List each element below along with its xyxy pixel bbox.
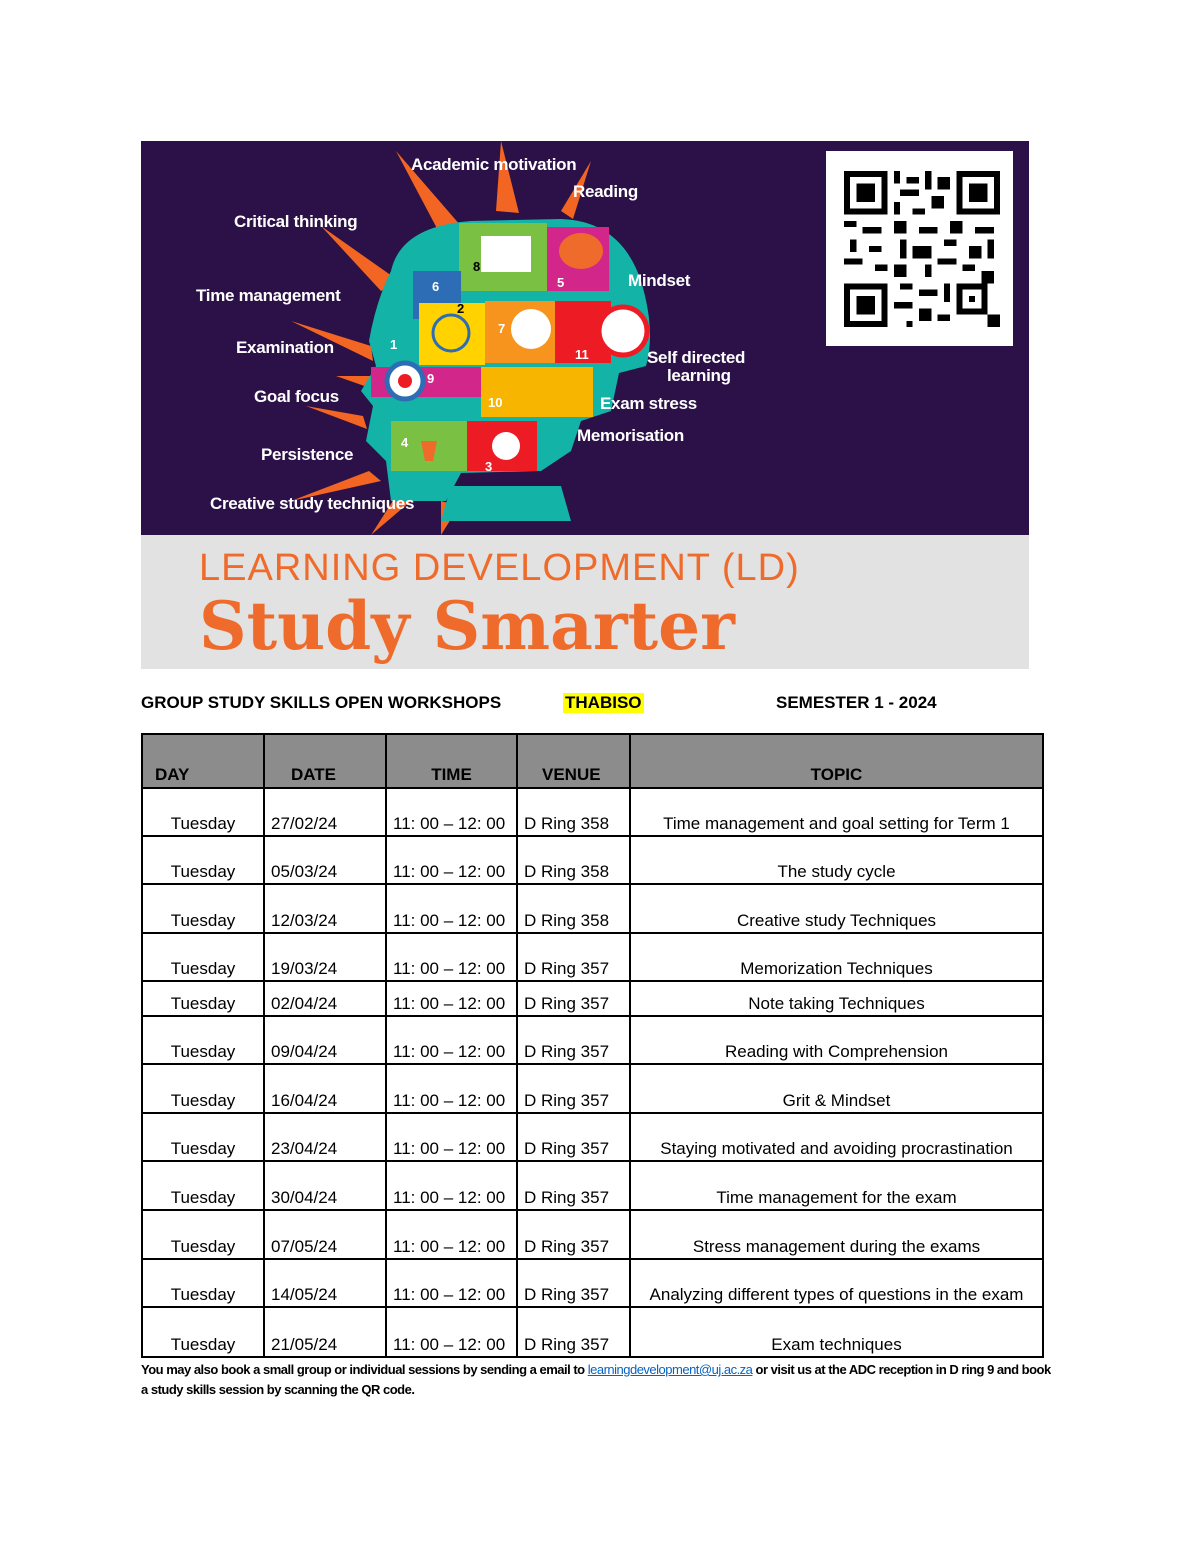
banner-title: LEARNING DEVELOPMENT (LD): [199, 547, 800, 589]
puzzle-number-3: 3: [485, 459, 493, 474]
puzzle-number-6: 6: [432, 279, 440, 294]
cell-day: Tuesday: [142, 836, 264, 884]
cell-venue: D Ring 357: [517, 1259, 630, 1307]
table-row: [142, 1113, 1043, 1161]
cell-time: 11: 00 – 12: 00: [386, 1259, 517, 1307]
qr-code-panel: [826, 151, 1013, 346]
cell-venue: D Ring 357: [517, 1016, 630, 1064]
column-header-topic: TOPIC: [630, 734, 1043, 788]
table-header-row: [142, 734, 1043, 788]
label-self-directed-line1: Self directed: [647, 348, 746, 367]
cell-date: 12/03/24: [264, 884, 386, 933]
label-critical-thinking: Critical thinking: [234, 212, 358, 231]
cell-time: 11: 00 – 12: 00: [386, 1161, 517, 1210]
label-goal-focus: Goal focus: [254, 387, 339, 406]
cell-venue: D Ring 357: [517, 1064, 630, 1113]
table-row: [142, 933, 1043, 981]
cell-venue: D Ring 357: [517, 981, 630, 1016]
cell-date: 09/04/24: [264, 1016, 386, 1064]
column-header-time: TIME: [386, 734, 517, 788]
cell-time: 11: 00 – 12: 00: [386, 836, 517, 884]
cell-day: Tuesday: [142, 933, 264, 981]
cell-time: 11: 00 – 12: 00: [386, 1307, 517, 1357]
label-mindset: Mindset: [628, 271, 691, 290]
cell-day: Tuesday: [142, 1016, 264, 1064]
column-header-date: DATE: [264, 734, 386, 788]
label-academic-motivation: Academic motivation: [411, 155, 577, 174]
cell-topic: Analyzing different types of questions in the exam: [630, 1259, 1043, 1307]
cell-date: 16/04/24: [264, 1064, 386, 1113]
cell-time: 11: 00 – 12: 00: [386, 884, 517, 933]
puzzle-number-4: 4: [401, 435, 409, 450]
label-time-management: Time management: [196, 286, 341, 305]
table-row: [142, 788, 1043, 836]
label-memorisation: Memorisation: [577, 426, 684, 445]
puzzle-number-2: 2: [457, 301, 465, 316]
cell-time: 11: 00 – 12: 00: [386, 981, 517, 1016]
facilitator-name: THABISO: [565, 693, 642, 712]
cell-venue: D Ring 357: [517, 1161, 630, 1210]
cell-venue: D Ring 357: [517, 933, 630, 981]
label-exam-stress: Exam stress: [600, 394, 697, 413]
cell-day: Tuesday: [142, 1113, 264, 1161]
cell-date: 02/04/24: [264, 981, 386, 1016]
table-row: [142, 884, 1043, 933]
table-row: [142, 1307, 1043, 1357]
cell-venue: D Ring 358: [517, 884, 630, 933]
cell-day: Tuesday: [142, 1064, 264, 1113]
cell-topic: Stress management during the exams: [630, 1210, 1043, 1259]
cell-topic: Creative study Techniques: [630, 884, 1043, 933]
cell-venue: D Ring 357: [517, 1210, 630, 1259]
banner-illustration: [141, 141, 1029, 535]
qr-code-icon[interactable]: [844, 171, 1000, 327]
cell-day: Tuesday: [142, 788, 264, 836]
booking-note: [141, 1360, 1053, 1400]
cell-date: 05/03/24: [264, 836, 386, 884]
label-persistence: Persistence: [261, 445, 354, 464]
table-row: [142, 836, 1043, 884]
cell-topic: Staying motivated and avoiding procrastination: [630, 1113, 1043, 1161]
puzzle-number-9: 9: [427, 371, 435, 386]
column-header-day: DAY: [142, 734, 264, 788]
banner-title-band: [141, 535, 1029, 669]
cell-time: 11: 00 – 12: 00: [386, 788, 517, 836]
schedule-table: [141, 733, 1044, 1358]
cell-date: 27/02/24: [264, 788, 386, 836]
puzzle-number-5: 5: [557, 275, 565, 290]
table-row: [142, 981, 1043, 1016]
cell-venue: D Ring 357: [517, 1113, 630, 1161]
cell-time: 11: 00 – 12: 00: [386, 1016, 517, 1064]
label-examination: Examination: [236, 338, 334, 357]
cell-topic: Exam techniques: [630, 1307, 1043, 1357]
column-header-venue: VENUE: [517, 734, 630, 788]
puzzle-number-10: 10: [488, 395, 503, 410]
cell-topic: Reading with Comprehension: [630, 1016, 1043, 1064]
cell-day: Tuesday: [142, 1307, 264, 1357]
booking-note-text-end: or visit us at the ADC reception in D ring 9 and book a study skills session by scanning the QR code.: [141, 1362, 1051, 1397]
puzzle-number-8: 8: [473, 259, 481, 274]
cell-date: 07/05/24: [264, 1210, 386, 1259]
workshop-banner: [141, 141, 1029, 669]
cell-venue: D Ring 358: [517, 788, 630, 836]
cell-venue: D Ring 358: [517, 836, 630, 884]
cell-topic: Grit & Mindset: [630, 1064, 1043, 1113]
cell-topic: Memorization Techniques: [630, 933, 1043, 981]
table-row: [142, 1259, 1043, 1307]
label-reading: Reading: [573, 182, 638, 201]
cell-day: Tuesday: [142, 1210, 264, 1259]
cell-topic: Time management for the exam: [630, 1161, 1043, 1210]
cell-time: 11: 00 – 12: 00: [386, 1113, 517, 1161]
cell-date: 14/05/24: [264, 1259, 386, 1307]
label-self-directed-line2: learning: [667, 366, 731, 385]
cell-day: Tuesday: [142, 1161, 264, 1210]
email-link[interactable]: learningdevelopment@uj.ac.za: [587, 1362, 753, 1377]
cell-date: 30/04/24: [264, 1161, 386, 1210]
semester-label: SEMESTER 1 - 2024: [776, 693, 937, 712]
cell-day: Tuesday: [142, 1259, 264, 1307]
puzzle-number-1: 1: [390, 337, 398, 352]
cell-day: Tuesday: [142, 981, 264, 1016]
cell-venue: D Ring 357: [517, 1307, 630, 1357]
label-creative-study-techniques: Creative study techniques: [210, 494, 415, 513]
cell-date: 23/04/24: [264, 1113, 386, 1161]
table-row: [142, 1016, 1043, 1064]
puzzle-number-11: 11: [575, 347, 589, 362]
cell-date: 19/03/24: [264, 933, 386, 981]
puzzle-number-7: 7: [498, 321, 506, 336]
booking-note-text: You may also book a small group or individual sessions by sending a email to: [141, 1362, 588, 1377]
cell-topic: The study cycle: [630, 836, 1043, 884]
banner-subtitle: Study Smarter: [199, 587, 735, 665]
cell-topic: Note taking Techniques: [630, 981, 1043, 1016]
cell-topic: Time management and goal setting for Term 1: [630, 788, 1043, 836]
table-row: [142, 1210, 1043, 1259]
cell-time: 11: 00 – 12: 00: [386, 1064, 517, 1113]
table-row: [142, 1064, 1043, 1113]
table-row: [142, 1161, 1043, 1210]
schedule-body: [142, 788, 1043, 1357]
workshops-heading: GROUP STUDY SKILLS OPEN WORKSHOPS: [141, 693, 502, 712]
cell-date: 21/05/24: [264, 1307, 386, 1357]
cell-day: Tuesday: [142, 884, 264, 933]
cell-time: 11: 00 – 12: 00: [386, 933, 517, 981]
cell-time: 11: 00 – 12: 00: [386, 1210, 517, 1259]
